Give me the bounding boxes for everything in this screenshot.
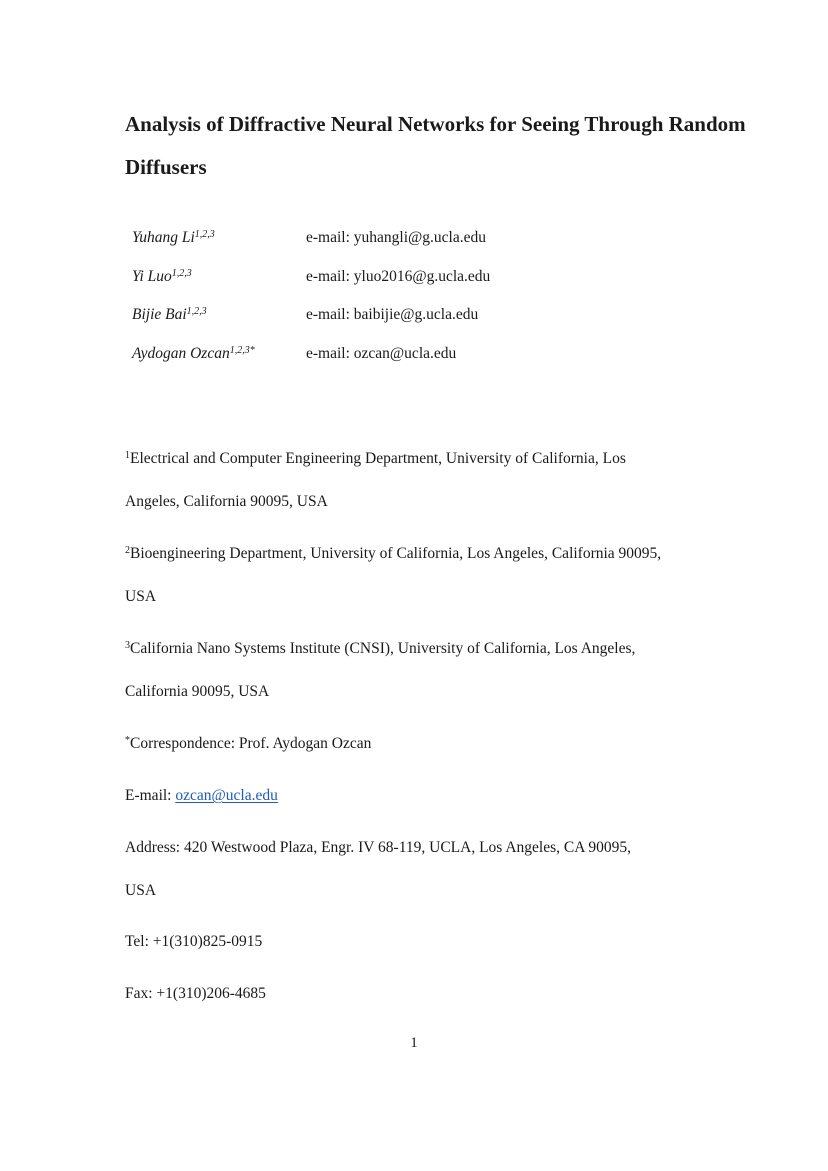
author-email: e-mail: baibijie@g.ucla.edu — [306, 306, 479, 323]
affiliation-line: California Nano Systems Institute (CNSI), University of California, Los Angeles, — [130, 640, 636, 657]
correspondence-email — [125, 774, 725, 817]
author-row — [132, 229, 692, 268]
affiliation-3 — [125, 627, 725, 713]
correspondence-mark: * — [125, 735, 130, 746]
address-line: Address: 420 Westwood Plaza, Engr. IV 68-119, UCLA, Los Angeles, CA 90095, — [125, 839, 632, 856]
author-name — [132, 345, 255, 363]
affiliation-line: California 90095, USA — [125, 683, 270, 700]
author-name-text: Yi Luo — [132, 267, 172, 285]
affiliation-mark: 1 — [125, 450, 130, 461]
affiliation-mark: 2 — [125, 545, 130, 556]
affiliation-line: Electrical and Computer Engineering Department, University of California, Los — [130, 450, 626, 467]
author-row — [132, 345, 692, 384]
correspondence-address — [125, 826, 725, 912]
author-row — [132, 268, 692, 307]
author-email: e-mail: yuhangli@g.ucla.edu — [306, 229, 486, 246]
correspondence-line — [125, 722, 725, 765]
affiliation-line: Angeles, California 90095, USA — [125, 493, 328, 510]
affiliation-line: USA — [125, 588, 157, 605]
email-link[interactable]: ozcan@ucla.edu — [175, 787, 278, 804]
affiliation-mark: 3 — [125, 640, 130, 651]
author-row — [132, 306, 692, 345]
correspondence-fax: Fax: +1(310)206-4685 — [125, 985, 266, 1002]
correspondence-text: Correspondence: Prof. Aydogan Ozcan — [130, 735, 372, 752]
author-affiliation-marks: 1,2,3 — [171, 267, 192, 279]
author-affiliation-marks: 1,2,3 — [186, 306, 207, 317]
correspondence-tel: Tel: +1(310)825-0915 — [125, 933, 263, 950]
author-name-text: Aydogan Ozcan — [132, 344, 230, 362]
author-name-text: Bijie Bai — [132, 306, 187, 323]
affiliation-1 — [125, 437, 725, 523]
author-list — [132, 229, 692, 383]
affiliation-line: Bioengineering Department, University of California, Los Angeles, California 90095, — [130, 545, 662, 562]
author-name — [132, 306, 207, 324]
author-affiliation-marks: 1,2,3 — [194, 229, 215, 240]
author-email: e-mail: yluo2016@g.ucla.edu — [306, 267, 491, 285]
author-name-text: Yuhang Li — [132, 229, 195, 246]
author-affiliation-marks: 1,2,3* — [229, 344, 255, 356]
affiliation-2 — [125, 532, 725, 618]
email-label: E-mail: — [125, 787, 176, 804]
author-name — [132, 229, 215, 247]
author-name — [132, 268, 192, 286]
paper-title: Analysis of Diffractive Neural Networks for Seeing Through Random Diffusers — [125, 112, 746, 179]
address-line: USA — [125, 882, 157, 899]
author-email: e-mail: ozcan@ucla.edu — [306, 344, 457, 362]
page-number: 1 — [410, 1035, 418, 1051]
